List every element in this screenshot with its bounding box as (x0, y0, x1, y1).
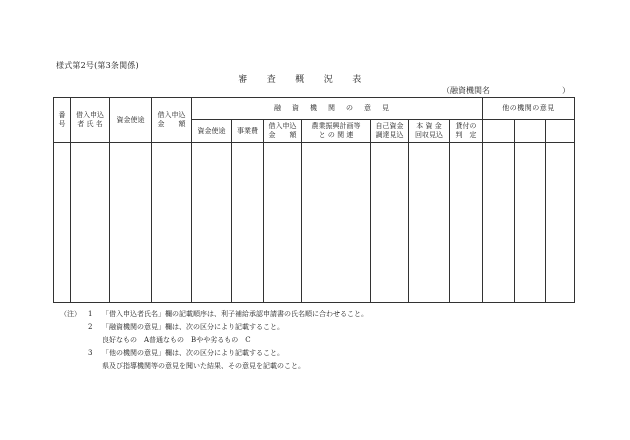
note-number: 2 (88, 323, 93, 331)
subheader-loan-amount: 借入申込 金 額 (264, 120, 302, 143)
cell-opinion-judgment (450, 143, 483, 303)
cell-other-3 (546, 143, 575, 303)
cell-opinion-purpose (192, 143, 232, 303)
note-mark: （注） (60, 310, 81, 318)
institution-close-paren: ） (562, 86, 570, 95)
subheader-repayment-outlook: 本 資 金 回収見込 (409, 120, 450, 143)
document-title: 審 査 概 況 表 (238, 75, 362, 85)
note-item (60, 334, 600, 347)
subheader-loan-judgment: 貸付の 判 定 (450, 120, 483, 143)
institution-label: （融資機関名 (442, 86, 490, 95)
note-item (60, 347, 600, 360)
header-fund-purpose: 資金使途 (110, 98, 152, 143)
review-table-container (53, 97, 574, 302)
note-text: 「他の機関の意見」欄は、次の区分により記載すること。 (102, 349, 284, 357)
cell-opinion-repayment (409, 143, 450, 303)
notes-section (60, 308, 600, 373)
note-text: 「借入申込者氏名」欄の記載順序は、利子補給承認申請書の氏名順に合わせること。 (102, 310, 368, 318)
header-loan-amount: 借入申込 金 額 (152, 98, 192, 143)
subheader-plan-relation: 農業振興計画等 と の 関 連 (302, 120, 371, 143)
note-text: 良好なもの A普通なもの Bやや劣るもの C (102, 336, 251, 344)
subheader-other-2 (515, 120, 546, 143)
cell-applicant-name (71, 143, 110, 303)
subheader-project-cost: 事業費 (232, 120, 264, 143)
cell-other-1 (483, 143, 515, 303)
cell-opinion-plan-relation (302, 143, 371, 303)
cell-fund-purpose (110, 143, 152, 303)
cell-opinion-amount (264, 143, 302, 303)
subheader-own-funds: 自己資金 調達見込 (371, 120, 409, 143)
cell-loan-amount (152, 143, 192, 303)
subheader-other-1 (483, 120, 515, 143)
cell-other-2 (515, 143, 546, 303)
form-number: 様式第2号(第3条関係) (56, 61, 139, 70)
header-applicant-name: 借入申込 者 氏 名 (71, 98, 110, 143)
note-item (60, 321, 600, 334)
cell-opinion-own-funds (371, 143, 409, 303)
note-item (60, 308, 600, 321)
note-text: 県及び指導機関等の意見を聞いた結果、その意見を記載のこと。 (102, 362, 305, 370)
cell-number (54, 143, 71, 303)
note-item (60, 360, 600, 373)
note-text: 「融資機関の意見」欄は、次の区分により記載すること。 (102, 323, 284, 331)
subheader-fund-purpose: 資金使途 (192, 120, 232, 143)
subheader-other-3 (546, 120, 575, 143)
note-number: 1 (88, 310, 93, 318)
note-number: 3 (88, 349, 93, 357)
header-other-institution-opinion: 他の機関の意見 (483, 98, 575, 120)
table-row (54, 143, 575, 303)
header-number: 番号 (54, 98, 71, 143)
review-table (53, 97, 575, 303)
header-financing-institution-opinion: 融資機関の意見 (192, 98, 483, 120)
cell-opinion-project-cost (232, 143, 264, 303)
